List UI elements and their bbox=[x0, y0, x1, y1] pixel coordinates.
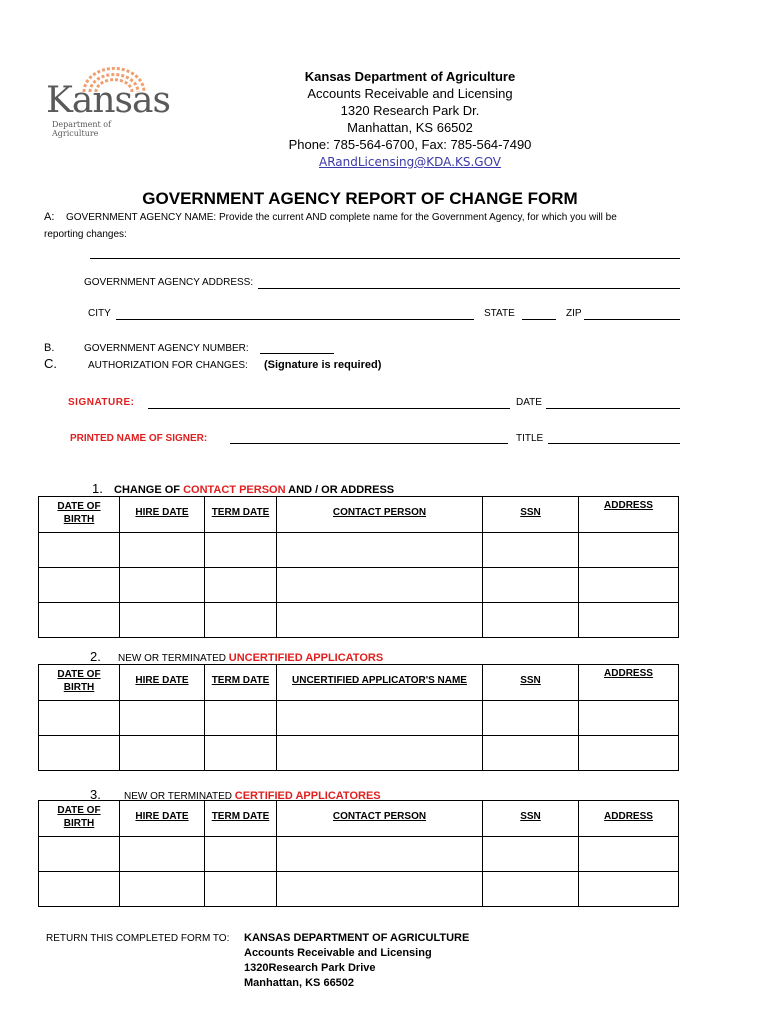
zip-field[interactable] bbox=[584, 319, 680, 320]
section-a-text-line2: reporting changes: bbox=[44, 229, 127, 240]
table2-title: NEW OR TERMINATED UNCERTIFIED APPLICATORS bbox=[118, 652, 384, 664]
uncertified-applicators-table bbox=[38, 664, 679, 771]
table-row bbox=[39, 568, 679, 603]
date-label: DATE bbox=[516, 397, 542, 408]
signature-required-note: (Signature is required) bbox=[264, 359, 382, 371]
table-row bbox=[39, 603, 679, 638]
phone-fax: Phone: 785-564-6700, Fax: 785-564-7490 bbox=[288, 137, 532, 152]
section-a-text-line1: GOVERNMENT AGENCY NAME: Provide the current AND complete name for the Government Agency, for which you will be bbox=[66, 212, 617, 223]
col-header-address: ADDRESS bbox=[579, 801, 679, 837]
col-header-ssn: SSN bbox=[483, 801, 579, 837]
agency-address-label: GOVERNMENT AGENCY ADDRESS: bbox=[84, 277, 254, 288]
table-row bbox=[39, 736, 679, 771]
state-label: STATE bbox=[484, 308, 515, 319]
section-c-letter: C. bbox=[44, 356, 57, 371]
signature-field[interactable] bbox=[148, 408, 510, 409]
certified-applicators-table bbox=[38, 800, 679, 907]
email-link[interactable]: ARandLicensing@KDA.KS.GOV bbox=[318, 155, 502, 169]
return-city: Manhattan, KS 66502 bbox=[244, 977, 355, 989]
state-field[interactable] bbox=[522, 319, 556, 320]
return-label: RETURN THIS COMPLETED FORM TO: bbox=[46, 933, 230, 944]
section-a-letter: A: bbox=[44, 211, 55, 223]
col-header-ssn: SSN bbox=[483, 665, 579, 701]
printed-name-label: PRINTED NAME OF SIGNER: bbox=[70, 433, 208, 444]
return-org: KANSAS DEPARTMENT OF AGRICULTURE bbox=[244, 932, 470, 944]
col-header-hire-date: HIRE DATE bbox=[120, 665, 205, 701]
col-header-term-date: TERM DATE bbox=[205, 497, 277, 533]
return-address-block bbox=[244, 931, 469, 991]
return-dept: Accounts Receivable and Licensing bbox=[244, 947, 432, 959]
col-header-applicator-name: UNCERTIFIED APPLICATOR'S NAME bbox=[277, 665, 483, 701]
agency-number-label: GOVERNMENT AGENCY NUMBER: bbox=[84, 343, 249, 354]
agency-name-field[interactable] bbox=[90, 258, 680, 259]
col-header-dob: DATE OF BIRTH bbox=[39, 801, 120, 837]
date-field[interactable] bbox=[546, 408, 680, 409]
col-header-ssn: SSN bbox=[483, 497, 579, 533]
table1-title: CHANGE OF CONTACT PERSON AND / OR ADDRESS bbox=[114, 484, 395, 496]
table-row bbox=[39, 872, 679, 907]
table3-title-highlight: CERTIFIED APPLICATORES bbox=[234, 790, 381, 802]
table2-number: 2. bbox=[90, 649, 101, 664]
form-title: GOVERNMENT AGENCY REPORT OF CHANGE FORM bbox=[142, 189, 578, 208]
col-header-hire-date: HIRE DATE bbox=[120, 801, 205, 837]
zip-label: ZIP bbox=[566, 308, 582, 319]
logo-wordmark: Kansas bbox=[46, 80, 170, 121]
col-header-dob: DATE OF BIRTH bbox=[39, 497, 120, 533]
org-name: Kansas Department of Agriculture bbox=[304, 69, 516, 84]
table-header-row bbox=[39, 801, 679, 837]
table1-number: 1. bbox=[92, 481, 103, 496]
table3-number: 3. bbox=[90, 787, 101, 802]
col-header-term-date: TERM DATE bbox=[205, 665, 277, 701]
table-header-row bbox=[39, 497, 679, 533]
kda-logo bbox=[44, 62, 170, 138]
agency-number-field[interactable] bbox=[260, 353, 334, 354]
printed-name-field[interactable] bbox=[230, 443, 508, 444]
title-field[interactable] bbox=[548, 443, 680, 444]
table2-title-highlight: UNCERTIFIED APPLICATORS bbox=[228, 652, 384, 664]
return-street: 1320Research Park Drive bbox=[244, 962, 376, 974]
city-field[interactable] bbox=[116, 319, 474, 320]
table1-title-highlight: CONTACT PERSON bbox=[183, 484, 286, 496]
col-header-hire-date: HIRE DATE bbox=[120, 497, 205, 533]
header-block bbox=[230, 68, 590, 171]
table-header-row bbox=[39, 665, 679, 701]
table-row bbox=[39, 533, 679, 568]
dept-name: Accounts Receivable and Licensing bbox=[307, 86, 513, 101]
col-header-contact-person: CONTACT PERSON bbox=[277, 801, 483, 837]
col-header-dob: DATE OF BIRTH bbox=[39, 665, 120, 701]
table-row bbox=[39, 837, 679, 872]
table3-title: NEW OR TERMINATED CERTIFIED APPLICATORES bbox=[124, 790, 381, 802]
agency-address-field[interactable] bbox=[258, 288, 680, 289]
title-label: TITLE bbox=[516, 433, 544, 444]
section-b-letter: B. bbox=[44, 342, 55, 354]
col-header-contact-person: CONTACT PERSON bbox=[277, 497, 483, 533]
col-header-address: ADDRESS bbox=[579, 497, 679, 533]
table-row bbox=[39, 701, 679, 736]
logo-tagline: Department of Agriculture bbox=[52, 120, 112, 138]
col-header-address: ADDRESS bbox=[579, 665, 679, 701]
city-address: Manhattan, KS 66502 bbox=[347, 120, 473, 135]
contact-change-table bbox=[38, 496, 679, 638]
signature-label: SIGNATURE: bbox=[68, 397, 135, 408]
city-label: CITY bbox=[88, 308, 111, 319]
col-header-term-date: TERM DATE bbox=[205, 801, 277, 837]
authorization-label: AUTHORIZATION FOR CHANGES: bbox=[88, 360, 248, 371]
street-address: 1320 Research Park Dr. bbox=[340, 103, 480, 118]
